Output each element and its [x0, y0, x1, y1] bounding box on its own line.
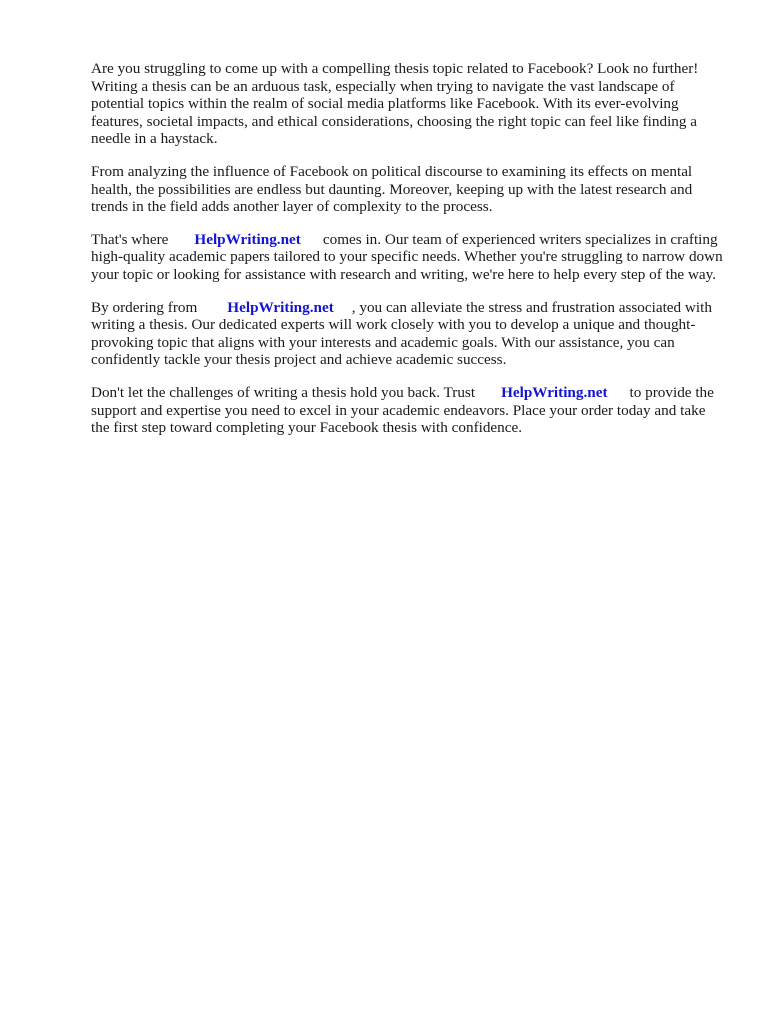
document-page — [91, 60, 723, 452]
paragraph-text-before-link: By ordering from — [91, 298, 198, 316]
helpwriting-link[interactable]: HelpWriting.net — [194, 230, 301, 248]
paragraph-text-before-link: Don't let the challenges of writing a thesis hold you back. Trust — [91, 383, 476, 401]
paragraph-text-after-link: comes in. Our team of experienced writers specializes in crafting high-quality academic papers tailored to your specific needs. Whether you're struggling to narrow down your topic or looking for assistance with research and writing, we're here to help every step of the way. — [91, 230, 723, 283]
helpwriting-link[interactable]: HelpWriting.net — [501, 383, 608, 401]
paragraph-text-before-link: That's where — [91, 230, 169, 248]
paragraph-dont-let — [91, 384, 723, 437]
helpwriting-link[interactable]: HelpWriting.net — [227, 298, 334, 316]
paragraph-possibilities: From analyzing the influence of Facebook on political discourse to examining its effects on mental health, the possibilities are endless but daunting. Moreover, keeping up with the latest research and trends in the field adds another layer of complexity to the process. — [91, 162, 693, 216]
paragraph-text-after-link: , you can alleviate the stress and frustration associated with writing a thesis. Our dedicated experts will work closely with you to develop a unique and thought-provoking topic that aligns with your interests and academic goals. With our assistance, you can confidently tackle your thesis project and achieve academic success. — [91, 298, 712, 369]
paragraph-by-ordering — [91, 299, 723, 369]
paragraph-thats-where — [91, 231, 723, 284]
paragraph-text-after-link: to provide the support and expertise you need to excel in your academic endeavors. Place your order today and take the first step toward completing your Facebook thesis with confidence. — [91, 383, 714, 437]
paragraph-intro: Are you struggling to come up with a compelling thesis topic related to Facebook? Look no further! Writing a thesis can be an arduous task, especially when trying to navigate the vast landscape of potential topics within the realm of social media platforms like Facebook. With its ever-evolving features, societal impacts, and ethical considerations, choosing the right topic can feel like finding a needle in a haystack. — [91, 60, 699, 148]
